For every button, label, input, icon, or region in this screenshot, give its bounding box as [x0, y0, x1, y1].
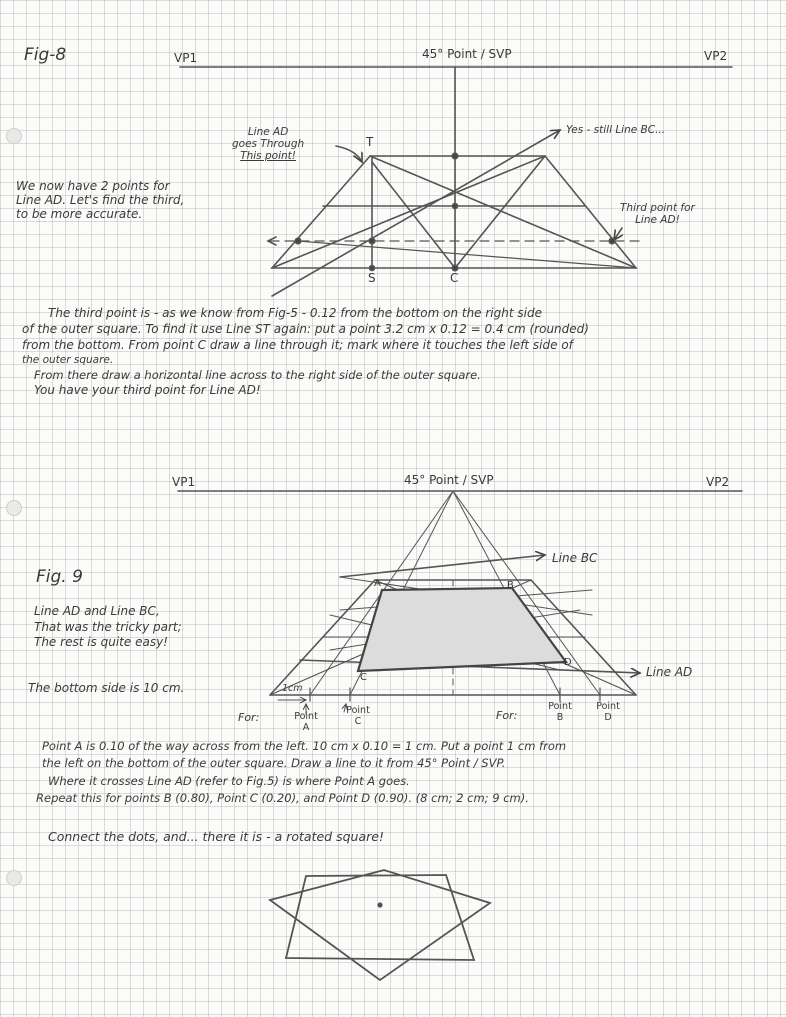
fig8-point — [609, 238, 615, 244]
fig8-line-bc — [272, 130, 560, 296]
paragraph-line: From there draw a horizontal line across to the right side of the outer square. — [34, 367, 481, 382]
fig8-point — [295, 238, 301, 244]
fig8-line-ad-note — [232, 126, 304, 162]
label-line: Point — [548, 701, 572, 712]
fig9-point-c: C — [360, 672, 367, 683]
note-line: to be more accurate. — [16, 206, 143, 221]
fig9-rotated-square — [358, 588, 566, 671]
fig8-vp2-label: VP2 — [704, 49, 728, 63]
fig9-vp2-label: VP2 — [706, 475, 730, 489]
fig9-point-b: B — [507, 580, 514, 591]
fig9-conclusion: Connect the dots, and... there it is - a rotated square! — [48, 829, 384, 844]
fig8-point — [453, 204, 458, 209]
note-line: Line AD — [247, 126, 289, 138]
fig8-point-c: C — [450, 271, 459, 285]
fig9-point-d-label — [588, 702, 628, 724]
fig9-line-bc — [340, 555, 545, 577]
fig8-pointer-arrow — [336, 146, 362, 162]
fig8-point-s: S — [368, 271, 376, 285]
label-line: Point — [346, 705, 370, 716]
fig9-point-d: D — [564, 657, 572, 668]
fig9-point-a-label — [286, 712, 326, 734]
note-line: The rest is quite easy! — [34, 635, 168, 650]
fig8-third-point-note — [620, 202, 695, 226]
paragraph-line: You have your third point for Line AD! — [34, 383, 261, 398]
fig9-bottom-side-note: The bottom side is 10 cm. — [28, 681, 185, 695]
fig9-line-ad-label: Line AD — [646, 665, 693, 679]
fig9-line-bc-label: Line BC — [552, 551, 598, 565]
paragraph-line: Repeat this for points B (0.80), Point C (0.20), and Point D (0.90). (8 cm; 2 cm; 9 cm). — [36, 790, 529, 805]
fig8-point — [452, 265, 458, 271]
paragraph-line: The third point is - as we know from Fig-5 - 0.12 from the bottom on the right side — [48, 306, 542, 320]
label-line: Point — [596, 701, 620, 712]
fig9-point-c-label — [338, 706, 378, 728]
note-line: goes Through — [232, 138, 305, 151]
paragraph-line: the outer square. — [22, 353, 114, 366]
fig9-point-b-label — [540, 702, 580, 724]
paragraph-line: from the bottom. From point C draw a line through it; mark where it touches the left side of — [22, 337, 573, 352]
fig8-outer-square — [272, 156, 636, 268]
paragraph-line: of the outer square. To find it use Line ST again: put a point 3.2 cm x 0.12 = 0.4 cm (rounded) — [22, 321, 589, 336]
fig9-for-right: For: — [496, 709, 518, 722]
paragraph-line: Where it crosses Line AD (refer to Fig.5) is where Point A goes. — [48, 773, 410, 788]
note-line: Line AD and Line BC, — [34, 604, 160, 618]
label-line: A — [302, 721, 310, 733]
fig9-point-a: A — [374, 578, 381, 589]
note-line: This point! — [240, 150, 296, 163]
fig9-paragraph — [24, 738, 774, 807]
fig8-yes-still-label: Yes - still Line BC... — [566, 124, 666, 136]
center-dot — [378, 903, 382, 907]
fig8-point — [452, 153, 458, 159]
paragraph-line: Point A is 0.10 of the way across from the left. 10 cm x 0.10 = 1 cm. Put a point 1 cm from — [42, 739, 567, 753]
note-line: That was the tricky part; — [34, 619, 182, 634]
fig9-cm-label: 1cm — [282, 683, 303, 694]
note-line: Line AD. Let's find the third, — [16, 192, 185, 207]
fig8-left-note — [16, 180, 184, 221]
note-line: Third point for — [620, 202, 695, 214]
fig8-vp1-label: VP1 — [174, 51, 198, 65]
fig8-line-ad — [298, 241, 636, 268]
label-line: B — [556, 711, 564, 723]
label-line: D — [604, 711, 612, 723]
paragraph-line: the left on the bottom of the outer square. Draw a line to it from 45° Point / SVP. — [42, 756, 506, 771]
fig9-for-left: For: — [238, 711, 260, 724]
label-line: C — [354, 715, 362, 727]
fig8-svp-label: 45° Point / SVP — [422, 47, 512, 61]
fig9-vp1-label: VP1 — [172, 475, 196, 489]
fig9-label: Fig. 9 — [36, 567, 83, 587]
fig8-label: Fig-8 — [24, 45, 67, 65]
fig9-left-note — [34, 604, 182, 651]
fig9-svp-label: 45° Point / SVP — [404, 473, 494, 487]
fig8-point-t: T — [366, 135, 374, 149]
fig8-paragraph — [22, 306, 772, 399]
fig8-pointer-arrow — [614, 228, 622, 240]
fig8-point — [370, 266, 375, 271]
note-line: Line AD! — [635, 214, 680, 227]
label-line: Point — [294, 711, 318, 722]
fig8-line — [455, 156, 545, 268]
note-line: We now have 2 points for — [16, 179, 170, 193]
fig8-point — [369, 238, 375, 244]
